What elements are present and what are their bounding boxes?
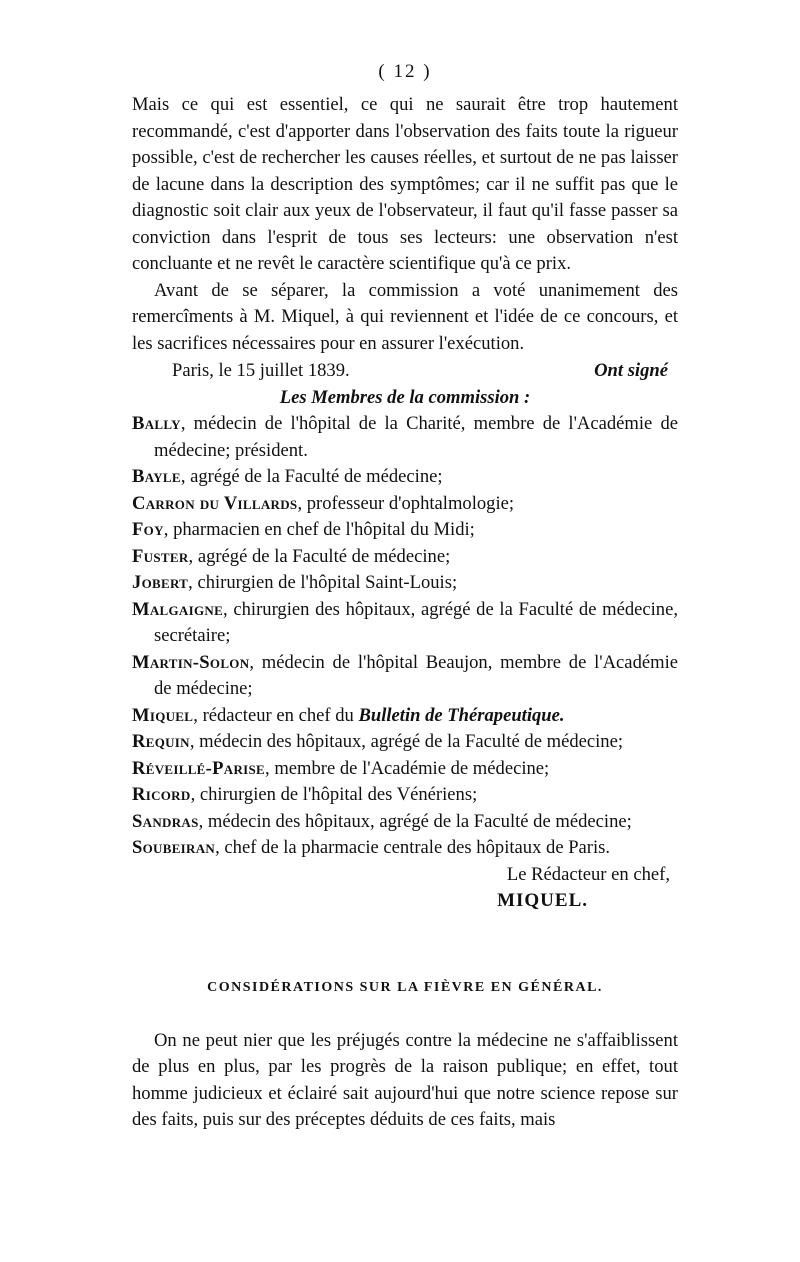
member-description: , membre de l'Académie de médecine; xyxy=(265,757,550,779)
date-line: Paris, le 15 juillet 1839. xyxy=(172,360,350,381)
member-name: Malgaigne xyxy=(132,598,224,620)
member-name: Sandras xyxy=(132,810,199,832)
member-entry xyxy=(132,517,678,544)
final-paragraph: On ne peut nier que les préjugés contre la médecine ne s'affaiblissent de plus en plus, par les progrès de la raison publique; en effet, tout homme judicieux et éclairé sait aujourd'hui que notre science repose sur des faits, puis sur des préceptes déduits de ces faits, mais xyxy=(132,1029,678,1130)
intro-paragraph: Mais ce qui est essentiel, ce qui ne saurait être trop hautement recommandé, c'est d'apporter dans l'observation des faits toute la rigueur possible, c'est de rechercher les causes réelles, et surtout de ne pas laisser de lacune dans la description des symptômes; car il ne suffit pas que le diagnostic soit clair aux yeux de l'observateur, il faut qu'il fasse passer sa conviction dans l'esprit de tous ses lecteurs: une observation n'est concluante et ne revêt le caractère scientifique qu'à ce prix. xyxy=(132,94,678,274)
member-entry xyxy=(132,411,678,464)
member-description: , médecin des hôpitaux, agrégé de la Faculté de médecine; xyxy=(198,810,632,832)
member-name: Requin xyxy=(132,731,190,752)
member-description: , rédacteur en chef du xyxy=(193,704,359,726)
member-name: Fuster xyxy=(132,545,189,567)
member-description: , médecin des hôpitaux, agrégé de la Faculté de médecine; xyxy=(189,731,624,752)
redacteur-name: MIQUEL. xyxy=(497,889,588,911)
member-entry xyxy=(132,703,678,730)
member-name: Réveillé-Parise xyxy=(132,757,266,779)
member-name: Miquel xyxy=(132,704,194,726)
member-name: Bayle xyxy=(132,466,181,487)
member-description: , chirurgien des hôpitaux, agrégé de la Faculté de médecine, secrétaire; xyxy=(154,598,678,646)
members-list xyxy=(132,411,678,862)
member-description: , pharmacien en chef de l'hôpital du Midi; xyxy=(163,519,475,540)
page-content xyxy=(132,58,678,1134)
signature-row xyxy=(132,357,678,384)
member-description: , agrégé de la Faculté de médecine; xyxy=(188,545,451,567)
section-title: CONSIDÉRATIONS SUR LA FIÈVRE EN GÉNÉRAL. xyxy=(207,979,603,995)
member-entry xyxy=(132,756,678,783)
member-entry xyxy=(132,835,678,862)
page-number: ( 12 ) xyxy=(378,61,432,82)
member-entry xyxy=(132,464,678,491)
signed-label: Ont signé xyxy=(594,360,668,381)
member-entry xyxy=(132,729,678,756)
member-entry xyxy=(132,650,678,703)
member-entry xyxy=(132,491,678,518)
member-name: Martin-Solon xyxy=(132,651,250,673)
thanks-paragraph: Avant de se séparer, la commission a voté unanimement des remercîments à M. Miquel, à qui reviennent et l'idée de ce concours, et les sacrifices nécessaires pour en assurer l'exécution. xyxy=(132,279,678,354)
member-entry xyxy=(132,597,678,650)
member-description: , professeur d'ophtalmologie; xyxy=(297,492,515,514)
member-entry xyxy=(132,544,678,571)
member-name: Carron du Villards xyxy=(132,492,298,514)
member-name: Bally xyxy=(132,413,181,434)
member-description: , chirurgien de l'hôpital des Vénériens; xyxy=(190,784,478,805)
member-description: , médecin de l'hôpital Beaujon, membre de l'Académie de médecine; xyxy=(154,651,678,699)
member-entry xyxy=(132,782,678,809)
member-entry xyxy=(132,809,678,836)
member-description: , chirurgien de l'hôpital Saint-Louis; xyxy=(188,572,458,593)
member-description: , chef de la pharmacie centrale des hôpitaux de Paris. xyxy=(215,837,611,858)
member-entry xyxy=(132,570,678,597)
member-description: , médecin de l'hôpital de la Charité, membre de l'Académie de médecine; président. xyxy=(154,413,678,461)
members-heading: Les Membres de la commission : xyxy=(279,387,531,408)
member-description: , agrégé de la Faculté de médecine; xyxy=(180,466,443,487)
redacteur-label: Le Rédacteur en chef, xyxy=(506,863,670,885)
member-name: Foy xyxy=(132,519,164,540)
bulletin-title: Bulletin de Thérapeutique. xyxy=(358,704,565,726)
member-name: Soubeiran xyxy=(132,837,216,858)
member-name: Jobert xyxy=(132,572,189,593)
member-name: Ricord xyxy=(132,784,191,805)
